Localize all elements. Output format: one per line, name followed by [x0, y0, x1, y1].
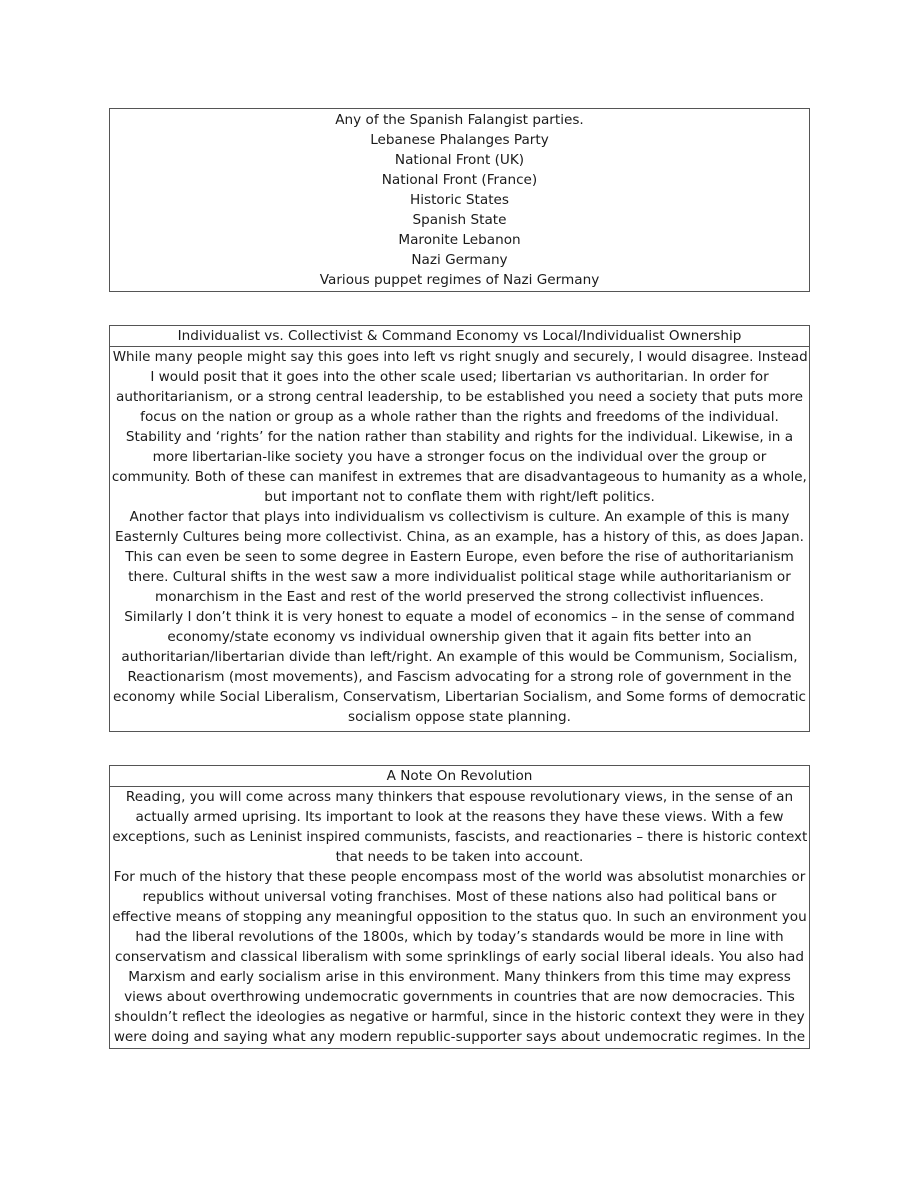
- list-line: Nazi Germany: [411, 252, 508, 268]
- body-line: Easternly Cultures being more collectivist. China, as an example, has a history of this, as does Japan.: [115, 529, 804, 545]
- list-line: Any of the Spanish Falangist parties.: [335, 112, 584, 128]
- body-line: Reactionarism (most movements), and Fascism advocating for a strong role of government in the: [127, 669, 792, 685]
- body-line: authoritarianism, or a strong central leadership, to be established you need a society that puts more: [116, 389, 803, 405]
- body-line: socialism oppose state planning.: [348, 709, 571, 725]
- body-line: exceptions, such as Leninist inspired communists, fascists, and reactionaries – there is historic context: [112, 829, 808, 845]
- body-line: Marxism and early socialism arise in this environment. Many thinkers from this time may express: [128, 969, 791, 985]
- body-line: views about overthrowing undemocratic governments in countries that are now democracies. This: [124, 989, 795, 1005]
- list-line: National Front (France): [381, 172, 538, 188]
- body-line: republics without universal voting franchises. Most of these nations also had political bans or: [142, 889, 777, 905]
- list-line: Various puppet regimes of Nazi Germany: [319, 272, 600, 288]
- body-line: Another factor that plays into individualism vs collectivism is culture. An example of this is many: [129, 509, 790, 525]
- revolution-section-box: [109, 765, 810, 1049]
- body-line: This can even be seen to some degree in Eastern Europe, even before the rise of authoritarianism: [125, 549, 794, 565]
- body-line: there. Cultural shifts in the west saw a more individualist political stage while authoritarianism or: [128, 569, 791, 585]
- body-line: but important not to conflate them with right/left politics.: [264, 489, 655, 505]
- body-line: Reading, you will come across many thinkers that espouse revolutionary views, in the sense of an: [125, 789, 794, 805]
- list-line: Maronite Lebanon: [398, 232, 521, 248]
- section-body: [110, 787, 809, 1047]
- examples-list-box: [109, 108, 810, 292]
- body-line: While many people might say this goes into left vs right snugly and securely, I would disagree. Instead: [112, 349, 808, 365]
- body-line: economy while Social Liberalism, Conservatism, Libertarian Socialism, and Some forms of democratic: [112, 689, 807, 705]
- body-line: conservatism and classical liberalism with some sprinklings of early social liberal ideals. You also had: [114, 949, 805, 965]
- individualist-section-box: [109, 325, 810, 732]
- body-line: monarchism in the East and rest of the world preserved the strong collectivist influences.: [155, 589, 764, 605]
- body-line: actually armed uprising. Its important to look at the reasons they have these views. With a few: [135, 809, 784, 825]
- body-line: focus on the nation or group as a whole rather than the rights and freedoms of the individual.: [140, 409, 779, 425]
- section-title: Individualist vs. Collectivist & Command Economy vs Local/Individualist Ownership: [110, 326, 809, 347]
- section-title: A Note On Revolution: [110, 766, 809, 787]
- body-line: community. Both of these can manifest in extremes that are disadvantageous to humanity as a whole,: [112, 469, 807, 485]
- list-line: Spanish State: [412, 212, 507, 228]
- body-line: were doing and saying what any modern republic-supporter says about undemocratic regimes. In the: [113, 1029, 806, 1045]
- body-line: more libertarian-like society you have a stronger focus on the individual over the group or: [152, 449, 767, 465]
- body-line: effective means of stopping any meaningful opposition to the status quo. In such an environment you: [112, 909, 807, 925]
- list-line: Lebanese Phalanges Party: [370, 132, 549, 148]
- body-line: For much of the history that these people encompass most of the world was absolutist monarchies or: [113, 869, 806, 885]
- body-line: that needs to be taken into account.: [335, 849, 584, 865]
- body-line: shouldn’t reflect the ideologies as negative or harmful, since in the historic context they were in they: [114, 1009, 805, 1025]
- body-line: Similarly I don’t think it is very honest to equate a model of economics – in the sense of command: [124, 609, 795, 625]
- body-line: I would posit that it goes into the other scale used; libertarian vs authoritarian. In order for: [150, 369, 769, 385]
- body-line: authoritarian/libertarian divide than left/right. An example of this would be Communism, Socialism,: [121, 649, 798, 665]
- body-line: Stability and ‘rights’ for the nation rather than stability and rights for the individual. Likewise, in a: [125, 429, 794, 445]
- body-line: had the liberal revolutions of the 1800s, which by today’s standards would be more in line with: [135, 929, 784, 945]
- list-line: National Front (UK): [394, 152, 525, 168]
- section-body: [110, 347, 809, 727]
- body-line: economy/state economy vs individual ownership given that it again fits better into an: [167, 629, 752, 645]
- list-line: Historic States: [410, 192, 509, 208]
